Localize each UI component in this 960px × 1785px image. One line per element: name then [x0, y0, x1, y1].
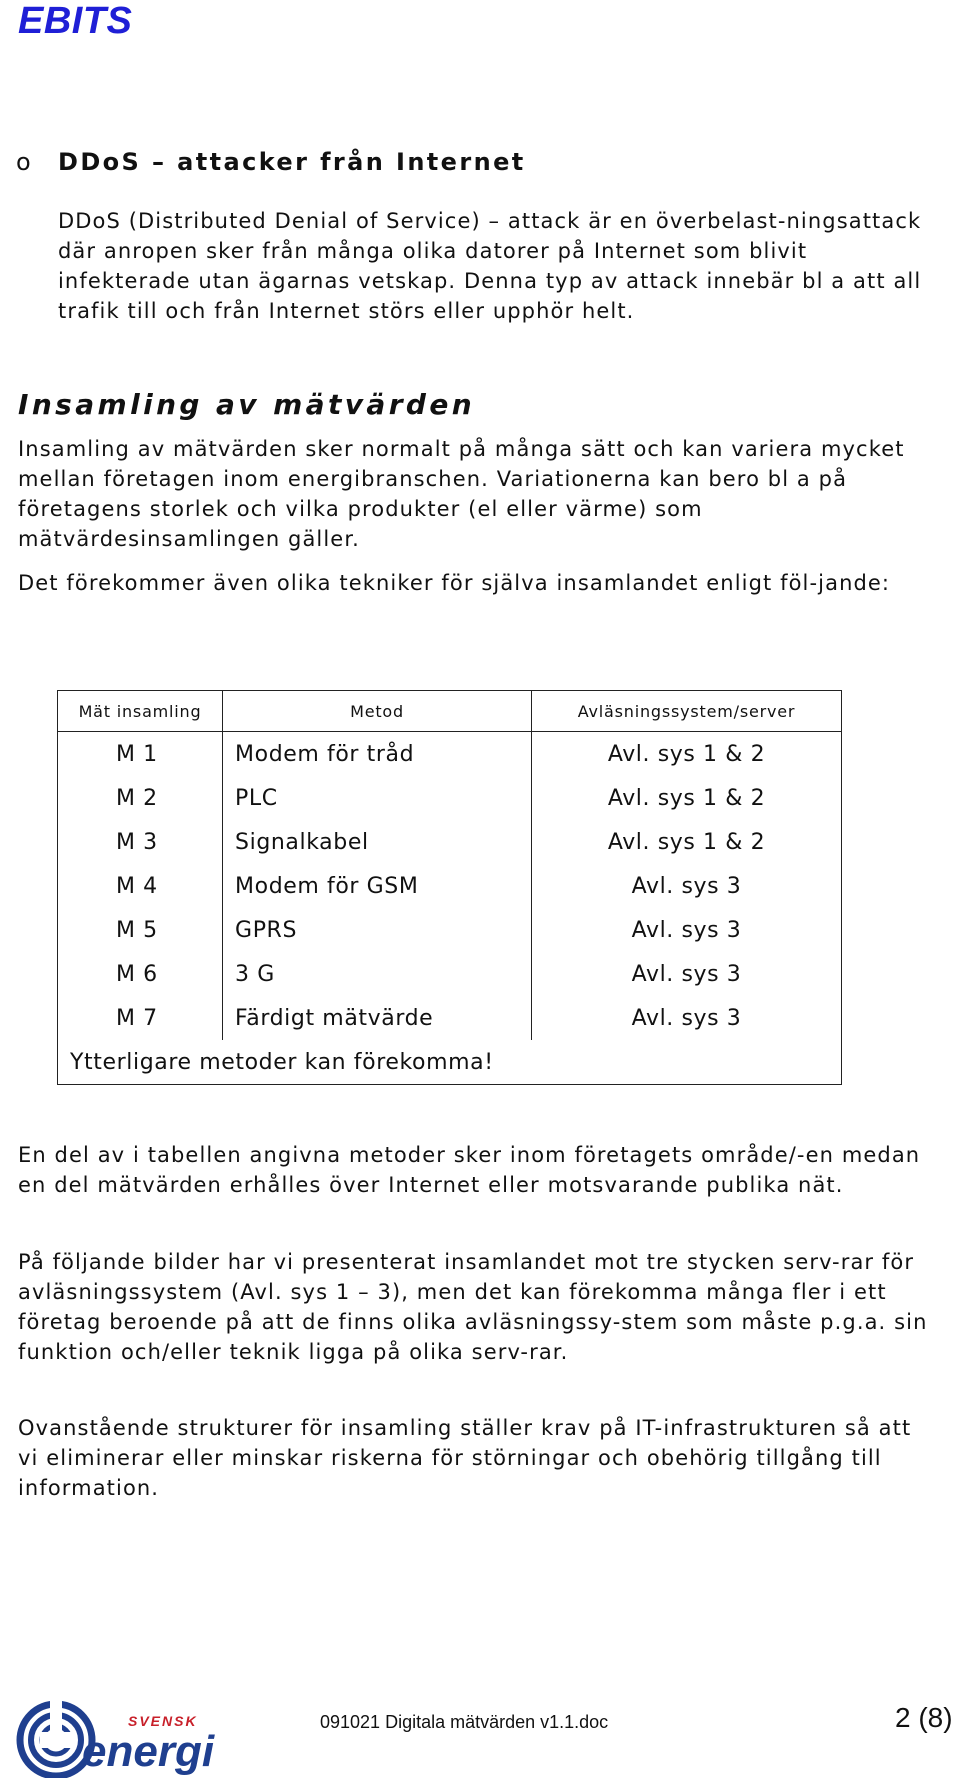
column-header: Avläsningssystem/server	[532, 691, 842, 732]
header-brand: EBITS	[18, 0, 133, 42]
table-note-row	[58, 1040, 842, 1085]
table-cell-system: Avl. sys 3	[532, 908, 842, 952]
table-row	[58, 732, 842, 777]
table-cell-code: M 2	[58, 776, 223, 820]
logo-energi-text: energi	[82, 1727, 215, 1776]
table-cell-code: M 6	[58, 952, 223, 996]
table-cell-code: M 1	[58, 732, 223, 777]
table-cell-system: Avl. sys 3	[532, 864, 842, 908]
after-table-paragraph-2: På följande bilder har vi presenterat insamlandet mot tre stycken serv-rar för avläsningssystem (Avl. sys 1 – 3), men det kan förekomma många fler i ett företag beroende på att de finns olika avläsningssy-stem som måste p.g.a. sin funktion och/eller teknik ligga på olika serv-rar.	[18, 1250, 928, 1364]
svensk-energi-logo	[10, 1696, 220, 1778]
table-cell-method: PLC	[223, 776, 532, 820]
table-cell-system: Avl. sys 3	[532, 996, 842, 1040]
table-row	[58, 996, 842, 1040]
after-table-paragraph-3: Ovanstående strukturer för insamling ställer krav på IT-infrastrukturen så att vi eliminerar eller minskar riskerna för störningar och obehörig tillgång till information.	[18, 1416, 912, 1500]
measurement-methods-table	[57, 690, 842, 1085]
table-row	[58, 908, 842, 952]
table-cell-method: Färdigt mätvärde	[223, 996, 532, 1040]
measurement-paragraph-1: Insamling av mätvärden sker normalt på många sätt och kan variera mycket mellan företagen inom energibranschen. Variationerna kan bero bl a på företagens storlek och vilka produkter (el eller värme) som mätvärdesinsamlingen gäller.	[18, 437, 905, 551]
section-heading-measurement: Insamling av mätvärden	[18, 388, 476, 421]
table-cell-code: M 7	[58, 996, 223, 1040]
table-cell-method: Modem för GSM	[223, 864, 532, 908]
table-row	[58, 776, 842, 820]
footer-page-number: 2 (8)	[895, 1702, 953, 1733]
after-table-paragraph-1: En del av i tabellen angivna metoder sker inom företagets område/-en medan en del mätvärden erhålles över Internet eller motsvarande publika nät.	[18, 1143, 921, 1197]
table-cell-method: 3 G	[223, 952, 532, 996]
table-row	[58, 952, 842, 996]
table-cell-code: M 5	[58, 908, 223, 952]
logo-svensk-text: SVENSK	[128, 1713, 198, 1729]
table-cell-code: M 3	[58, 820, 223, 864]
measurement-paragraph-2: Det förekommer även olika tekniker för själva insamlandet enligt föl-jande:	[18, 571, 891, 595]
table-cell-system: Avl. sys 1 & 2	[532, 732, 842, 777]
table-cell-system: Avl. sys 1 & 2	[532, 820, 842, 864]
column-header: Metod	[223, 691, 532, 732]
column-header: Mät insamling	[58, 691, 223, 732]
table-header-row	[58, 691, 842, 732]
table-cell-method: GPRS	[223, 908, 532, 952]
table-cell-method: Modem för tråd	[223, 732, 532, 777]
ddos-heading: DDoS – attacker från Internet	[58, 148, 526, 176]
table-cell-code: M 4	[58, 864, 223, 908]
table-cell-system: Avl. sys 1 & 2	[532, 776, 842, 820]
list-bullet: o	[16, 148, 31, 176]
footer-document-name: 091021 Digitala mätvärden v1.1.doc	[320, 1712, 609, 1732]
table-row	[58, 864, 842, 908]
table-cell-method: Signalkabel	[223, 820, 532, 864]
table-row	[58, 820, 842, 864]
table-note: Ytterligare metoder kan förekomma!	[58, 1040, 842, 1085]
ddos-paragraph: DDoS (Distributed Denial of Service) – attack är en överbelast-ningsattack där anropen sker från många olika datorer på Internet som blivit infekterade utan ägarnas vetskap. Denna typ av attack innebär bl a att all trafik till och från Internet störs eller upphör helt.	[58, 209, 922, 323]
table-cell-system: Avl. sys 3	[532, 952, 842, 996]
